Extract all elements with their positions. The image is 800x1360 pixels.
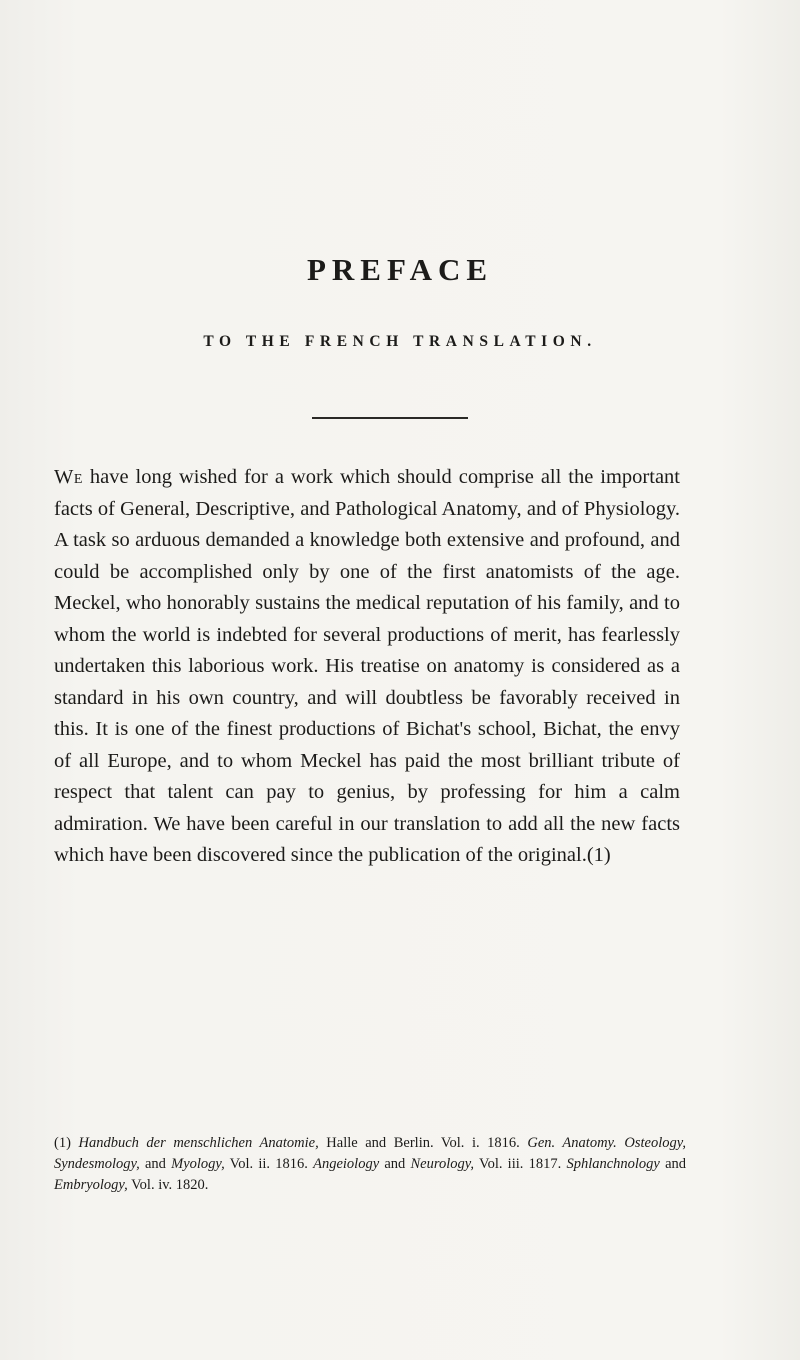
- footnote-vol2-title: Myology,: [171, 1156, 225, 1172]
- footnote-and-1: and: [139, 1156, 172, 1172]
- paragraph-text: have long wished for a work which should comprise all the important facts of General, Descriptive, and Pathological Anatomy, and of Physiology. A task so arduous demanded a knowledge both extensive and profound, and could be accomplished only by one of the first anatomists of the age. Meckel, who honorably sustains the medical reputation of his family, and to whom the world is indebted for several productions of merit, has fearlessly undertaken this laborious work. His treatise on anatomy is considered as a standard in his own country, and will doubtless be favorably received in this. It is one of the finest productions of Bichat's school, Bichat, the envy of all Europe, and to whom Meckel has paid the most brilliant tribute of respect that talent can pay to genius, by professing for him a calm admiration. We have been careful in our translation to add all the new facts which have been discovered since the publication of the original.(1): [54, 466, 680, 866]
- lead-word: We: [54, 466, 83, 488]
- page-title: PREFACE: [306, 252, 494, 287]
- footnote-work-title: Handbuch der menschlichen Anatomie,: [78, 1135, 319, 1151]
- footnote-and-3: and: [659, 1156, 687, 1172]
- preface-paragraph: [54, 462, 680, 872]
- footnote-vol4-title: Sphlanchnology: [566, 1156, 660, 1172]
- footnote-vol4-title-b: Embryology,: [54, 1177, 128, 1193]
- footnote-vol3-info: Vol. iii. 1817.: [474, 1156, 567, 1172]
- footnote: [54, 1133, 686, 1196]
- title-rule: [312, 417, 468, 419]
- footnote-vol3-title-b: Neurology,: [410, 1156, 475, 1172]
- footnote-vol4-info: Vol. iv. 1820.: [127, 1177, 209, 1193]
- footnote-vol2-info: Vol. ii. 1816.: [224, 1156, 314, 1172]
- footnote-marker: (1): [54, 1135, 79, 1151]
- footnote-and-2: and: [379, 1156, 411, 1172]
- footnote-vol3-title: Angeiology: [313, 1156, 380, 1172]
- footnote-imprint: Halle and Berlin. Vol. i. 1816.: [318, 1135, 528, 1151]
- page-subtitle: TO THE FRENCH TRANSLATION.: [203, 333, 597, 350]
- footnote-vol1-title: Gen. Anatomy. Osteology, Syndesmology,: [54, 1135, 686, 1172]
